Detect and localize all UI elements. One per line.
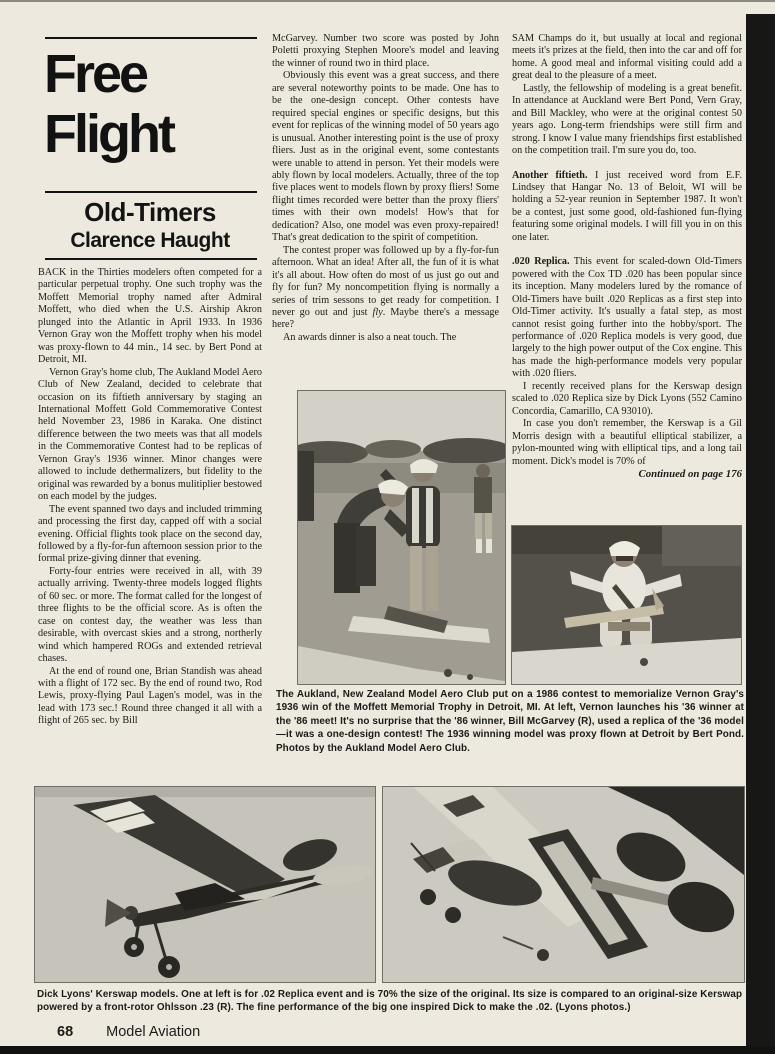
paragraph-lead: Another fiftieth. — [512, 169, 588, 181]
photo-kerswap-small — [35, 787, 375, 982]
paragraph: Obviously this event was a great success, and there are several noteworthy points to be made. One has to be the one-design concept. Other contests have required special engines or specific designs, but this event for replicas of the winning model of 50 years ago is unusual. Another interesting point is the use of proxy fliers. Just as in the original event, some contestants were unable to attend in person. Yet their models were ably flown by local modelers. Actually, three of the top five places went to models flown by proxy fliers! Some flight times recorded were better than the proxy fliers' times with their own models! How's that for dedication? Also, one model was even proxy-repaired! That's great dedication to the spirit of competition. — [272, 70, 499, 244]
article-author: Clarence Haught — [70, 229, 230, 252]
paragraph — [512, 170, 742, 245]
paragraph: Forty-four entries were received in all, with 39 actually arriving. Twenty-three models logged flights of 60 sec. or more. The format called for the longest of three flights to be the official score. As is often the case on contest day, the weather was less than desirable, with overcast skies and a strong, northerly wind which hampered ROGs and extended retrieval chases. — [38, 565, 262, 665]
page-footer — [57, 1023, 457, 1041]
paragraph: In case you don't remember, the Kerswap is a Gil Morris design with a beautiful elliptical stabilizer, a pylon-mounted wing with elliptical tips, and a long tail moment. Dick's model is 70% of — [512, 418, 742, 467]
column-title-line1: Free — [44, 44, 147, 104]
paragraph-lead: .020 Replica. — [512, 256, 570, 268]
photo-crouch — [512, 526, 741, 684]
paragraph: SAM Champs do it, but usually at local and regional meets it's prizes at the field, then into the car and off for home. A good meal and informal visiting could add a great deal to the pleasure of a meet. — [512, 33, 742, 82]
paragraph — [272, 245, 499, 332]
paragraph-text: I just received word from E.F. Lindsey that Hangar No. 13 of Beloit, WI will be holding a 52-year reunion in September 1987. It won't be a contest, just some good, old-fashioned fun-flying featuring some original models. I will fill you in on this one later. — [512, 169, 743, 243]
page-number: 68 — [57, 1024, 74, 1040]
photo-launch-illustration — [298, 391, 505, 684]
paragraph: An awards dinner is also a neat touch. The — [283, 331, 457, 343]
article-title: Old-Timers — [84, 197, 216, 227]
column-title-line2: Flight — [44, 104, 173, 164]
column-title — [44, 44, 264, 164]
emphasized-word: fly — [372, 306, 383, 318]
paragraph: McGarvey. Number two score was posted by John Poletti proxying Stephen Moore's model and leaving the winner of round two in third place. — [272, 33, 499, 69]
photo-kerswap-pair-illustration — [383, 787, 744, 982]
paragraph: At the end of round one, Brian Standish was ahead with a flight of 172 sec. By the end of round two, Rod Lewis, proxy-flying Paul Lagen's model, was in the lead with 173 sec.! Round three changed it all with a flight of 265 sec. by Bill — [38, 665, 262, 727]
photo-launch — [298, 391, 505, 684]
photo-crouch-illustration — [512, 526, 741, 684]
text-column-1 — [38, 267, 262, 728]
paragraph: Vernon Gray's home club, The Aukland Model Aero Club of New Zealand, decided to celebrate that occasion on its fiftieth anniversary by staging an International Moffett Gold Commemorative Contest held November 23, 1986 in Karaka. One distinct difference between the two meets was that all models in the Commemorative Contest had to be replicas of Vernon Gray's 1936 winner. Minor changes were allowed to include dethermalizers, but fidelity to the original was rewarded by a bonus mulitiplier bestowed on each model by the judges. — [38, 366, 262, 503]
top-photos-caption: The Aukland, New Zealand Model Aero Club put on a 1986 contest to memorialize Vernon Gray's 1936 win of the Moffett Memorial Trophy in Detroit, MI. At left, Vernon launches his '36 winner at the '86 meet! It's no surprise that the '86 winner, Bill McGarvey (R), used a replica of the '36 model—it was a one-design contest! The 1936 winning model was proxy flown at Detroit by Bert Pond. Photos by the Aukland Model Aero Club. — [276, 689, 744, 754]
photo-kerswap-small-illustration — [35, 787, 375, 982]
scan-edge-top — [0, 0, 775, 2]
paragraph-text: The contest proper was followed up by a fly-for-fun afternoon. What an idea! After all, the fun of it is what it's all about. How often do most of us just go out and fly for fun? My noncompetition flying is normally a series of trim sessons to get ready for competition. I never go out and just — [272, 244, 499, 318]
scan-edge-bottom — [0, 1046, 775, 1054]
scan-edge-right — [746, 14, 775, 1054]
continued-notice: Continued on page 176 — [638, 467, 742, 480]
paragraph: Lastly, the fellowship of modeling is a great benefit. In attendance at Auckland were Bert Pond, Vern Gray, and Bill Mackley, who were at the original contest 50 years ago. Long-term friendships were still firm and strong. I know I value many friendships first established on the competition trail. I'm sure you do, too. — [512, 82, 742, 157]
text-column-3 — [512, 33, 742, 480]
masthead-rule-top — [45, 37, 257, 39]
paragraph: BACK in the Thirties modelers often competed for a particular perpetual trophy. One such trophy was the Moffett Memorial trophy named after Admiral Moffett, who died when the U.S. Airship Akron plunged into the Atlantic in April 1933. In 1936 Vernon Gray won the Moffett trophy when his model was proxy-flown to 44 min., 14 sec. by Bert Pond at Detroit, MI. — [38, 267, 262, 366]
paragraph-text: . Maybe there's a message here? — [272, 306, 499, 331]
bottom-photos-caption: Dick Lyons' Kerswap models. One at left is for .02 Replica event and is 70% the size of the original. Its size is compared to an original-size Kerswap powered by a front-rotor Ohlsson .23 (R). The fine performance of the big one inspired Dick to make the .02. (Lyons photos.) — [37, 989, 743, 1014]
photo-kerswap-pair — [383, 787, 744, 982]
masthead-rule-mid — [45, 191, 257, 193]
paragraph: I recently received plans for the Kerswap design scaled to .020 Replica size by Dick Lyons (552 Camino Concordia, Camarillo, CA 93010). — [512, 380, 742, 417]
text-column-2 — [272, 33, 499, 344]
paragraph: The event spanned two days and included trimming and processing the first day, capped off with a social evening. Official flights took place on the second day, followed by a fly-for-fun afternoon session prior to the formal prize-giving dinner that evening. — [38, 503, 262, 565]
masthead-rule-bottom — [45, 258, 257, 260]
paragraph — [512, 256, 742, 381]
magazine-name: Model Aviation — [106, 1024, 201, 1040]
paragraph-text: This event for scaled-down Old-Timers powered with the Cox TD .020 has been popular since its inception. Many modelers lured by the romance of Old-Timers have built .020 Replicas as a first step into Old-Timer activity. It's usually a fatal step, as most cannot resist going further into the hobby/sport. The performance of .020 Replica models is very good, due largely to the high power output of the Cox engine. This has made the high-performance models very popular with .020 fliers. — [512, 256, 742, 380]
